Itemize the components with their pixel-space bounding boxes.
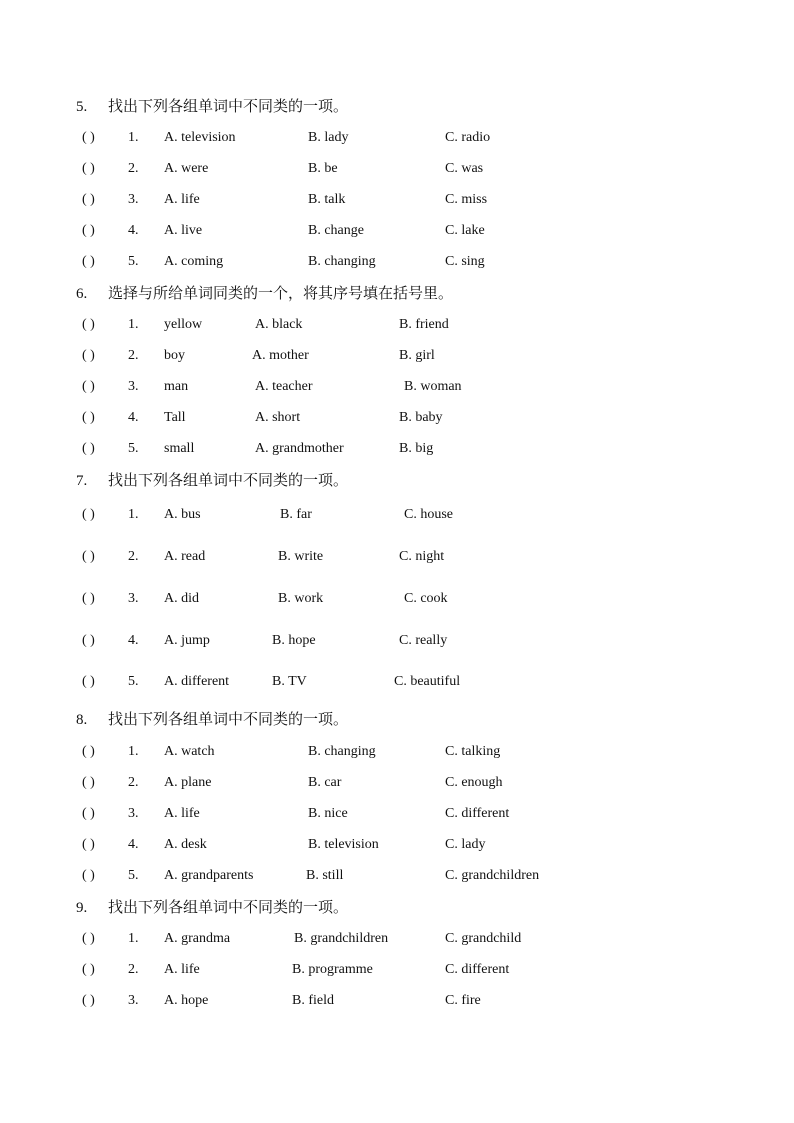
option-a: A. read [164,549,206,564]
option-a: A. coming [164,254,224,269]
section-9-heading [76,897,348,919]
option-b: B. still [306,868,344,883]
question-row [82,439,782,459]
option-a: A. grandma [164,931,231,946]
option-c: C. grandchild [445,931,522,946]
question-row [82,672,782,692]
option-c: C. beautiful [394,674,461,689]
question-row [82,835,782,855]
option-a: A. television [164,130,236,145]
answer-blank[interactable]: ( ) [82,441,95,456]
question-row [82,589,782,609]
question-number: 2. [128,348,139,363]
option-a: A. life [164,192,200,207]
option-c: C. sing [445,254,485,269]
option-c: C. talking [445,744,501,759]
option-b: B. talk [308,192,346,207]
question-number: 3. [128,379,139,394]
option-c: C. was [445,161,484,176]
question-row [82,315,782,335]
option-b: B. nice [308,806,348,821]
option-c: C. fire [445,993,481,1008]
question-row [82,631,782,651]
question-row [82,773,782,793]
question-number: 5. [128,254,139,269]
section-5-heading [76,96,348,118]
answer-blank[interactable]: ( ) [82,775,95,790]
option-c: C. different [445,962,510,977]
answer-blank[interactable]: ( ) [82,837,95,852]
option-a: A. short [255,410,301,425]
option-b: B. work [278,591,324,606]
answer-blank[interactable]: ( ) [82,674,95,689]
option-c: C. radio [445,130,491,145]
question-number: 1. [128,931,139,946]
question-number: 3. [128,591,139,606]
answer-blank[interactable]: ( ) [82,254,95,269]
question-row [82,505,782,525]
option-a: A. grandparents [164,868,254,883]
section-instruction: 找出下列各组单词中不同类的一项。 [108,712,349,728]
section-8-heading [76,709,348,731]
answer-blank[interactable]: ( ) [82,317,95,332]
option-c: C. house [404,507,453,522]
question-row [82,547,782,567]
answer-blank[interactable]: ( ) [82,993,95,1008]
question-number: 4. [128,410,139,425]
option-a: A. desk [164,837,207,852]
option-a: A. bus [164,507,201,522]
given-word: yellow [164,317,203,332]
question-number: 5. [128,441,139,456]
answer-blank[interactable]: ( ) [82,868,95,883]
option-a: A. hope [164,993,209,1008]
question-number: 1. [128,744,139,759]
given-word: Tall [164,410,186,425]
option-b: B. grandchildren [294,931,389,946]
question-number: 3. [128,192,139,207]
question-row [82,929,782,949]
option-c: C. enough [445,775,503,790]
question-number: 5. [128,868,139,883]
given-word: man [164,379,189,394]
section-instruction: 找出下列各组单词中不同类的一项。 [108,473,349,489]
section-number: 6. [76,286,88,302]
option-c: C. lady [445,837,486,852]
option-b: B. changing [308,254,376,269]
answer-blank[interactable]: ( ) [82,591,95,606]
section-instruction: 找出下列各组单词中不同类的一项。 [108,99,349,115]
question-number: 1. [128,317,139,332]
answer-blank[interactable]: ( ) [82,549,95,564]
question-row [82,159,782,179]
answer-blank[interactable]: ( ) [82,633,95,648]
question-number: 1. [128,130,139,145]
question-row [82,960,782,980]
answer-blank[interactable]: ( ) [82,223,95,238]
answer-blank[interactable]: ( ) [82,744,95,759]
option-b: B. baby [399,410,443,425]
question-number: 5. [128,674,139,689]
option-c: C. cook [404,591,448,606]
option-b: B. television [308,837,379,852]
option-b: B. car [308,775,342,790]
option-a: A. grandmother [255,441,344,456]
option-b: B. write [278,549,324,564]
option-c: C. really [399,633,448,648]
answer-blank[interactable]: ( ) [82,161,95,176]
question-row [82,221,782,241]
section-number: 7. [76,473,88,489]
answer-blank[interactable]: ( ) [82,410,95,425]
section-number: 5. [76,99,88,115]
option-a: A. life [164,806,200,821]
option-a: A. jump [164,633,210,648]
answer-blank[interactable]: ( ) [82,348,95,363]
option-b: B. girl [399,348,435,363]
question-number: 2. [128,962,139,977]
option-b: B. lady [308,130,349,145]
given-word: small [164,441,195,456]
answer-blank[interactable]: ( ) [82,507,95,522]
question-row [82,346,782,366]
question-row [82,866,782,886]
question-row [82,991,782,1011]
question-row [82,128,782,148]
option-a: A. black [255,317,303,332]
option-c: C. night [399,549,445,564]
question-number: 2. [128,549,139,564]
question-number: 3. [128,993,139,1008]
option-b: B. big [399,441,434,456]
option-b: B. change [308,223,364,238]
option-c: C. lake [445,223,485,238]
given-word: boy [164,348,185,363]
question-number: 2. [128,161,139,176]
answer-blank[interactable]: ( ) [82,962,95,977]
section-number: 9. [76,900,88,916]
option-a: A. watch [164,744,215,759]
option-a: A. different [164,674,230,689]
option-b: B. field [292,993,334,1008]
question-number: 1. [128,507,139,522]
option-a: A. mother [252,348,309,363]
option-a: A. did [164,591,199,606]
question-row [82,252,782,272]
answer-blank[interactable]: ( ) [82,931,95,946]
answer-blank[interactable]: ( ) [82,192,95,207]
question-number: 2. [128,775,139,790]
answer-blank[interactable]: ( ) [82,806,95,821]
option-b: B. be [308,161,338,176]
option-b: B. friend [399,317,449,332]
section-instruction: 选择与所给单词同类的一个，将其序号填在括号里。 [108,286,454,302]
answer-blank[interactable]: ( ) [82,130,95,145]
section-number: 8. [76,712,88,728]
answer-blank[interactable]: ( ) [82,379,95,394]
option-c: C. different [445,806,510,821]
option-a: A. plane [164,775,212,790]
section-6-heading [76,283,453,305]
section-instruction: 找出下列各组单词中不同类的一项。 [108,900,349,916]
option-b: B. woman [404,379,462,394]
question-row [82,804,782,824]
option-b: B. changing [308,744,376,759]
question-number: 4. [128,837,139,852]
question-number: 3. [128,806,139,821]
option-a: A. life [164,962,200,977]
section-7-heading [76,470,348,492]
option-a: A. teacher [255,379,313,394]
option-a: A. were [164,161,209,176]
question-number: 4. [128,633,139,648]
question-row [82,190,782,210]
option-b: B. far [280,507,312,522]
option-c: C. miss [445,192,488,207]
question-row [82,742,782,762]
option-c: C. grandchildren [445,868,540,883]
question-row [82,377,782,397]
option-b: B. hope [272,633,316,648]
option-b: B. programme [292,962,373,977]
option-b: B. TV [272,674,307,689]
question-row [82,408,782,428]
option-a: A. live [164,223,203,238]
question-number: 4. [128,223,139,238]
